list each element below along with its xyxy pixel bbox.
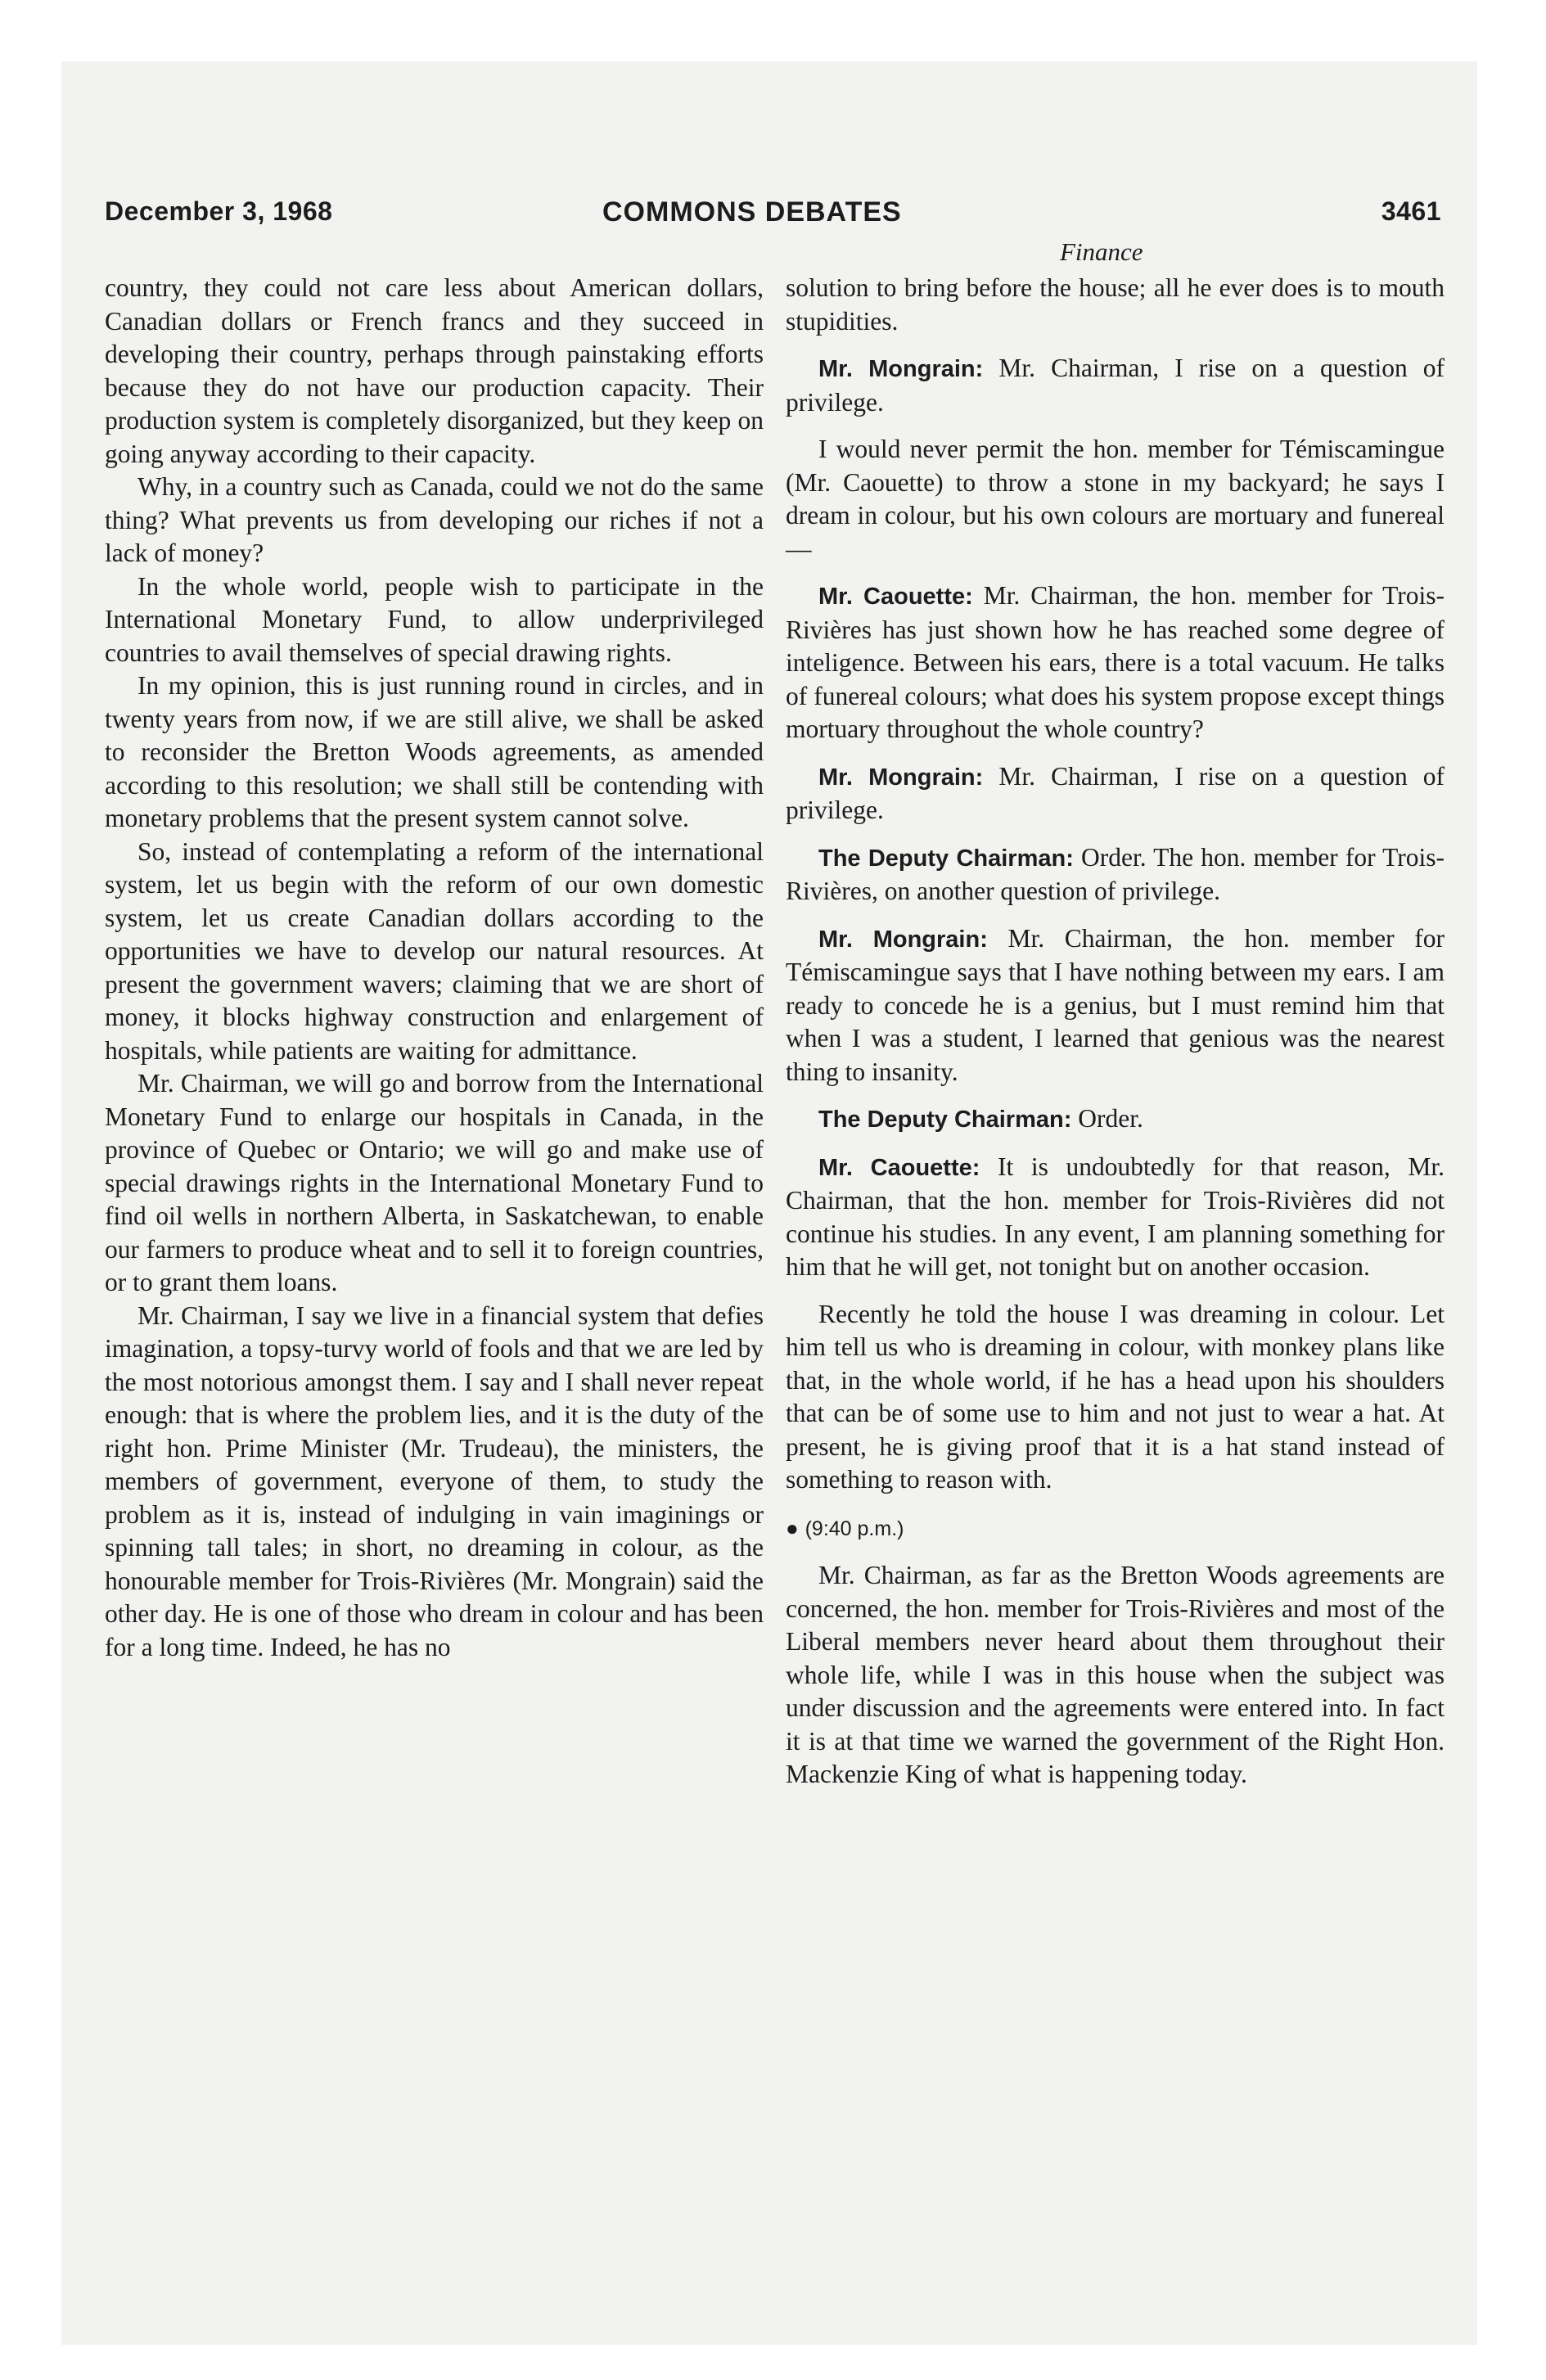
paragraph: Why, in a country such as Canada, could we not do the same thing? What prevents us from developing our riches if not a lack of money?	[105, 472, 764, 567]
speech-text: Mr. Chairman, I rise on a question of privilege.	[786, 354, 1445, 417]
paragraph	[786, 1298, 1445, 1497]
speech	[786, 841, 1445, 908]
speaker-name: Mr. Caouette:	[818, 1154, 980, 1181]
paragraph: In the whole world, people wish to participate in the International Monetary Fund, to allow underprivileged countries to avail themselves of special drawing rights.	[105, 571, 764, 667]
time-marker-text: (9:40 p.m.)	[805, 1517, 904, 1540]
speech-text: Order.	[1078, 1104, 1143, 1133]
speaker-name: Mr. Mongrain:	[818, 356, 984, 382]
speech	[786, 579, 1445, 746]
speech-text: It is undoubtedly for that reason, Mr. Chairman, that the hon. member for Trois-Rivières did not continue his studies. In any event, I am planning something for him that he will get, not tonight but on another occasion.	[786, 1152, 1445, 1281]
paragraph: country, they could not care less about American dollars, Canadian dollars or French francs and they succeed in developing their country, perhaps through painstaking efforts because they do not have our production capacity. Their production system is completely disorganized, but they keep on going anyway according to their capacity.	[105, 273, 764, 468]
header-title: COMMONS DEBATES	[602, 196, 902, 228]
paragraph	[786, 433, 1445, 566]
speech	[786, 352, 1445, 419]
speech-text: Mr. Chairman, the hon. member for Témiscamingue says that I have nothing between my ears. I am ready to concede he is a genius, but I must remind him that when I was a student, I learned that genious was the nearest thing to insanity.	[786, 923, 1445, 1086]
paragraph-text: I would never permit the hon. member for Témiscamingue (Mr. Caouette) to throw a stone in my backyard; he says I dream in colour, but his own colours are mortuary and funereal—	[786, 435, 1445, 563]
paragraph: In my opinion, this is just running round in circles, and in twenty years from now, if we are still alive, we shall be asked to reconsider the Bretton Woods agreements, as amended according to this resolution; we shall still be contending with monetary problems that the present system cannot solve.	[105, 671, 764, 832]
speaker-name: Mr. Caouette:	[818, 584, 973, 610]
speech	[786, 922, 1445, 1089]
paragraph-text: Mr. Chairman, as far as the Bretton Woods agreements are concerned, the hon. member for Trois-Rivières and most of the Liberal members never heard about them throughout their whole life, while I was in this house when the subject was under discussion and the agreements were entered into. In fact it is at that time we warned the government of the Right Hon. Mackenzie King of what is happening today.	[786, 1561, 1445, 1788]
speaker-name: The Deputy Chairman:	[818, 1107, 1072, 1133]
speech-text: Mr. Chairman, I rise on a question of privilege.	[786, 761, 1445, 824]
speech-text: Mr. Chairman, the hon. member for Trois-Rivières has just shown how he has reached some degree of inteligence. Between his ears, there is a total vacuum. He talks of funereal colours; what does his system propose except things mortuary throughout the whole country?	[786, 581, 1445, 743]
page-header	[105, 196, 1441, 229]
speech	[786, 760, 1445, 827]
paragraph: Mr. Chairman, I say we live in a financial system that defies imagination, a topsy-turvy world of fools and that we are led by the most notorious amongst them. I say and I shall never repeat enough: that is where the problem lies, and it is the duty of the right hon. Prime Minister (Mr. Trudeau), the ministers, the members of government, everyone of them, to study the problem as it is, instead of indulging in vain imaginings or spinning tall tales; in short, no dreaming in colour, as the honourable member for Trois-Rivières (Mr. Mongrain) said the other day. He is one of those who dream in colour and has been for a long time. Indeed, he has no	[105, 1300, 764, 1661]
left-column	[105, 272, 764, 1664]
speech	[786, 1102, 1445, 1137]
speech	[786, 1151, 1445, 1284]
speaker-name: Mr. Mongrain:	[818, 764, 984, 791]
time-marker	[786, 1511, 1445, 1546]
paragraph-text: Recently he told the house I was dreaming in colour. Let him tell us who is dreaming in colour, with monkey plans like that, in the whole world, if he has a head upon his shoulders that can be of some use to him and not just to wear a hat. At present, he is giving proof that it is a hat stand instead of something to reason with.	[786, 1299, 1445, 1494]
paragraph	[786, 1559, 1445, 1792]
paragraph-text: solution to bring before the house; all he ever does is to mouth stupidities.	[786, 273, 1445, 336]
header-date: December 3, 1968	[105, 196, 333, 226]
paragraph	[786, 272, 1445, 338]
speech-text: Order. The hon. member for Trois-Rivières, on another question of privilege.	[786, 842, 1445, 905]
bullet-icon: ●	[786, 1516, 799, 1540]
section-label: Finance	[1060, 237, 1143, 266]
speaker-name: Mr. Mongrain:	[818, 926, 988, 953]
speaker-name: The Deputy Chairman:	[818, 845, 1074, 872]
paragraph: Mr. Chairman, we will go and borrow from the International Monetary Fund to enlarge our hospitals in Canada, in the province of Quebec or Ontario; we will go and make use of special drawings rights in the International Monetary Fund to find oil wells in northern Alberta, in Saskatchewan, to enable our farmers to produce wheat and to sell it to foreign countries, or to grant them loans.	[105, 1069, 764, 1296]
page-number: 3461	[1381, 196, 1441, 226]
paragraph: So, instead of contemplating a reform of the international system, let us begin with the reform of our own domestic system, let us create Canadian dollars according to the opportunities we have to develop our natural resources. At present the government wavers; claiming that we are short of money, it blocks highway construction and enlargement of hospitals, while patients are waiting for admittance.	[105, 836, 764, 1065]
right-column	[786, 272, 1445, 1805]
